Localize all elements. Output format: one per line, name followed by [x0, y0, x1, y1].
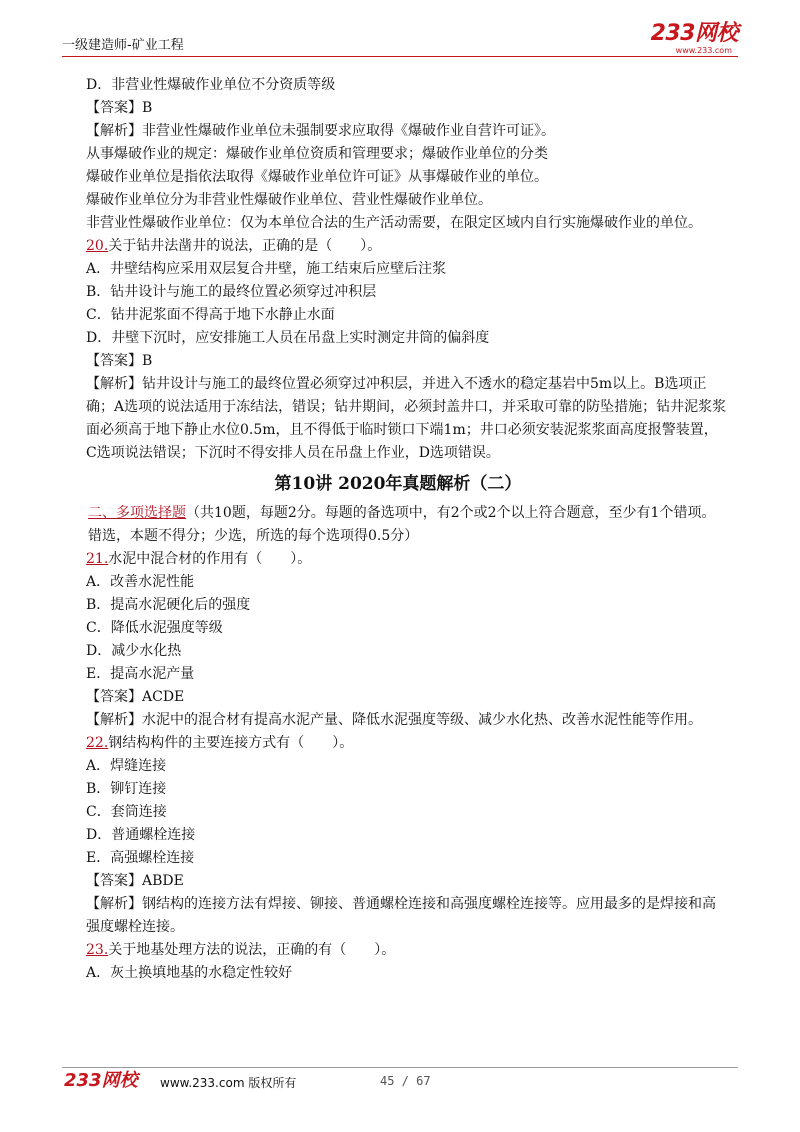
section-heading: 二、多项选择题 [88, 505, 186, 521]
question-stem [68, 732, 728, 755]
block-text: C．钻井泥浆面不得高于地下水静止水面 [86, 307, 335, 323]
text-line [68, 281, 728, 304]
text-line [68, 870, 728, 893]
block-text: D．井壁下沉时，应安排施工人员在吊盘上实时测定井筒的偏斜度 [86, 330, 490, 346]
block-text: （共10题，每题2分。每题的备选项中，有2个或2个以上符合题意，至少有1个错项。错选，本题不得分；少选，所选的每个选项得0.5分） [88, 505, 716, 544]
document-body [68, 74, 728, 985]
block-text: 【解析】水泥中的混合材有提高水泥产量、降低水泥强度等级、减少水化热、改善水泥性能等作用。 [86, 712, 702, 728]
block-text: A．灰土换填地基的水稳定性较好 [86, 965, 293, 981]
question-number: 23. [86, 942, 109, 958]
text-line [68, 801, 728, 824]
text-line [68, 120, 728, 143]
page-header [62, 22, 738, 56]
brand-logo[interactable] [651, 22, 738, 55]
block-text: 爆破作业单位是指依法取得《爆破作业单位许可证》从事爆破作业的单位。 [86, 169, 548, 185]
page-number: 45 / 67 [380, 1074, 431, 1088]
text-line [68, 258, 728, 281]
lecture-heading [68, 470, 728, 498]
block-text: C．套筒连接 [86, 804, 167, 820]
document-title: 一级建造师-矿业工程 [62, 38, 184, 53]
block-text: 【解析】钢结构的连接方法有焊接、铆接、普通螺栓连接和高强度螺栓连接等。应用最多的是焊接和高强度螺栓连接。 [86, 896, 716, 935]
block-text: D．减少水化热 [86, 643, 182, 659]
footer-copyright: www.233.com 版权所有 [160, 1076, 297, 1090]
block-text: B．钻井设计与施工的最终位置必须穿过冲积层 [86, 284, 377, 300]
text-line [68, 189, 728, 212]
block-text: 【解析】钻井设计与施工的最终位置必须穿过冲积层，并进入不透水的稳定基岩中5m以上。B选项正确；A选项的说法适用于冻结法，错误；钻井期间，必须封盖井口，并采取可靠的防坠措施；钻井泥浆浆面必须高于地下静止水位0.5m，且不得低于临时锁口下端1m；井口必须安装泥浆浆面高度报警装置，C选项说法错误；下沉时不得安排人员在吊盘上作业，D选项错误。 [86, 376, 727, 461]
question-number: 22. [86, 735, 109, 751]
text-line [68, 824, 728, 847]
page-footer [62, 1070, 738, 1092]
block-text: 关于钻井法凿井的说法，正确的是（ ）。 [108, 238, 382, 254]
text-line [68, 594, 728, 617]
block-text: 关于地基处理方法的说法，正确的有（ ）。 [108, 942, 396, 958]
block-text: D．普通螺栓连接 [86, 827, 196, 843]
block-text: 水泥中混合材的作用有（ ）。 [108, 551, 312, 567]
logo-text: 233网校 [650, 21, 738, 46]
footer-logo[interactable]: 233网校 [64, 1070, 138, 1091]
question-stem [68, 939, 728, 962]
block-text: 非营业性爆破作业单位：仅为本单位合法的生产活动需要，在限定区域内自行实施爆破作业的单位。 [86, 215, 702, 231]
text-line [68, 502, 728, 548]
block-text: C．降低水泥强度等级 [86, 620, 223, 636]
header-divider [62, 56, 738, 57]
block-text: E．提高水泥产量 [86, 666, 195, 682]
text-line [68, 640, 728, 663]
text-line [68, 166, 728, 189]
block-text: B．铆钉连接 [86, 781, 167, 797]
question-number: 20. [86, 238, 109, 254]
text-line [68, 373, 728, 465]
footer-divider [62, 1067, 738, 1068]
text-line [68, 962, 728, 985]
text-line [68, 350, 728, 373]
text-line [68, 304, 728, 327]
text-line [68, 97, 728, 120]
text-line [68, 755, 728, 778]
block-text: 【答案】B [86, 353, 153, 369]
text-line [68, 212, 728, 235]
block-text: A．焊缝连接 [86, 758, 167, 774]
text-line [68, 74, 728, 97]
block-text: A．井壁结构应采用双层复合井壁，施工结束后应壁后注浆 [86, 261, 447, 277]
question-stem [68, 235, 728, 258]
block-text: 第10讲 2020年真题解析（二） [274, 474, 522, 494]
block-text: 【答案】ACDE [86, 689, 185, 705]
text-line [68, 686, 728, 709]
block-text: B．提高水泥硬化后的强度 [86, 597, 251, 613]
block-text: 【答案】B [86, 100, 153, 116]
text-line [68, 327, 728, 350]
block-text: 从事爆破作业的规定：爆破作业单位资质和管理要求；爆破作业单位的分类 [86, 146, 548, 162]
block-text: A．改善水泥性能 [86, 574, 195, 590]
block-text: 【答案】ABDE [86, 873, 184, 889]
logo-url: www.233.com [675, 46, 732, 55]
text-line [68, 617, 728, 640]
block-text: 【解析】非营业性爆破作业单位未强制要求应取得《爆破作业自营许可证》。 [86, 123, 555, 139]
text-line [68, 847, 728, 870]
text-line [68, 143, 728, 166]
text-line [68, 893, 728, 939]
question-stem [68, 548, 728, 571]
text-line [68, 709, 728, 732]
text-line [68, 571, 728, 594]
question-number: 21. [86, 551, 109, 567]
block-text: D．非营业性爆破作业单位不分资质等级 [86, 77, 336, 93]
block-text: 钢结构构件的主要连接方式有（ ）。 [108, 735, 354, 751]
text-line [68, 663, 728, 686]
block-text: 爆破作业单位分为非营业性爆破作业单位、营业性爆破作业单位。 [86, 192, 492, 208]
text-line [68, 778, 728, 801]
block-text: E．高强螺栓连接 [86, 850, 195, 866]
